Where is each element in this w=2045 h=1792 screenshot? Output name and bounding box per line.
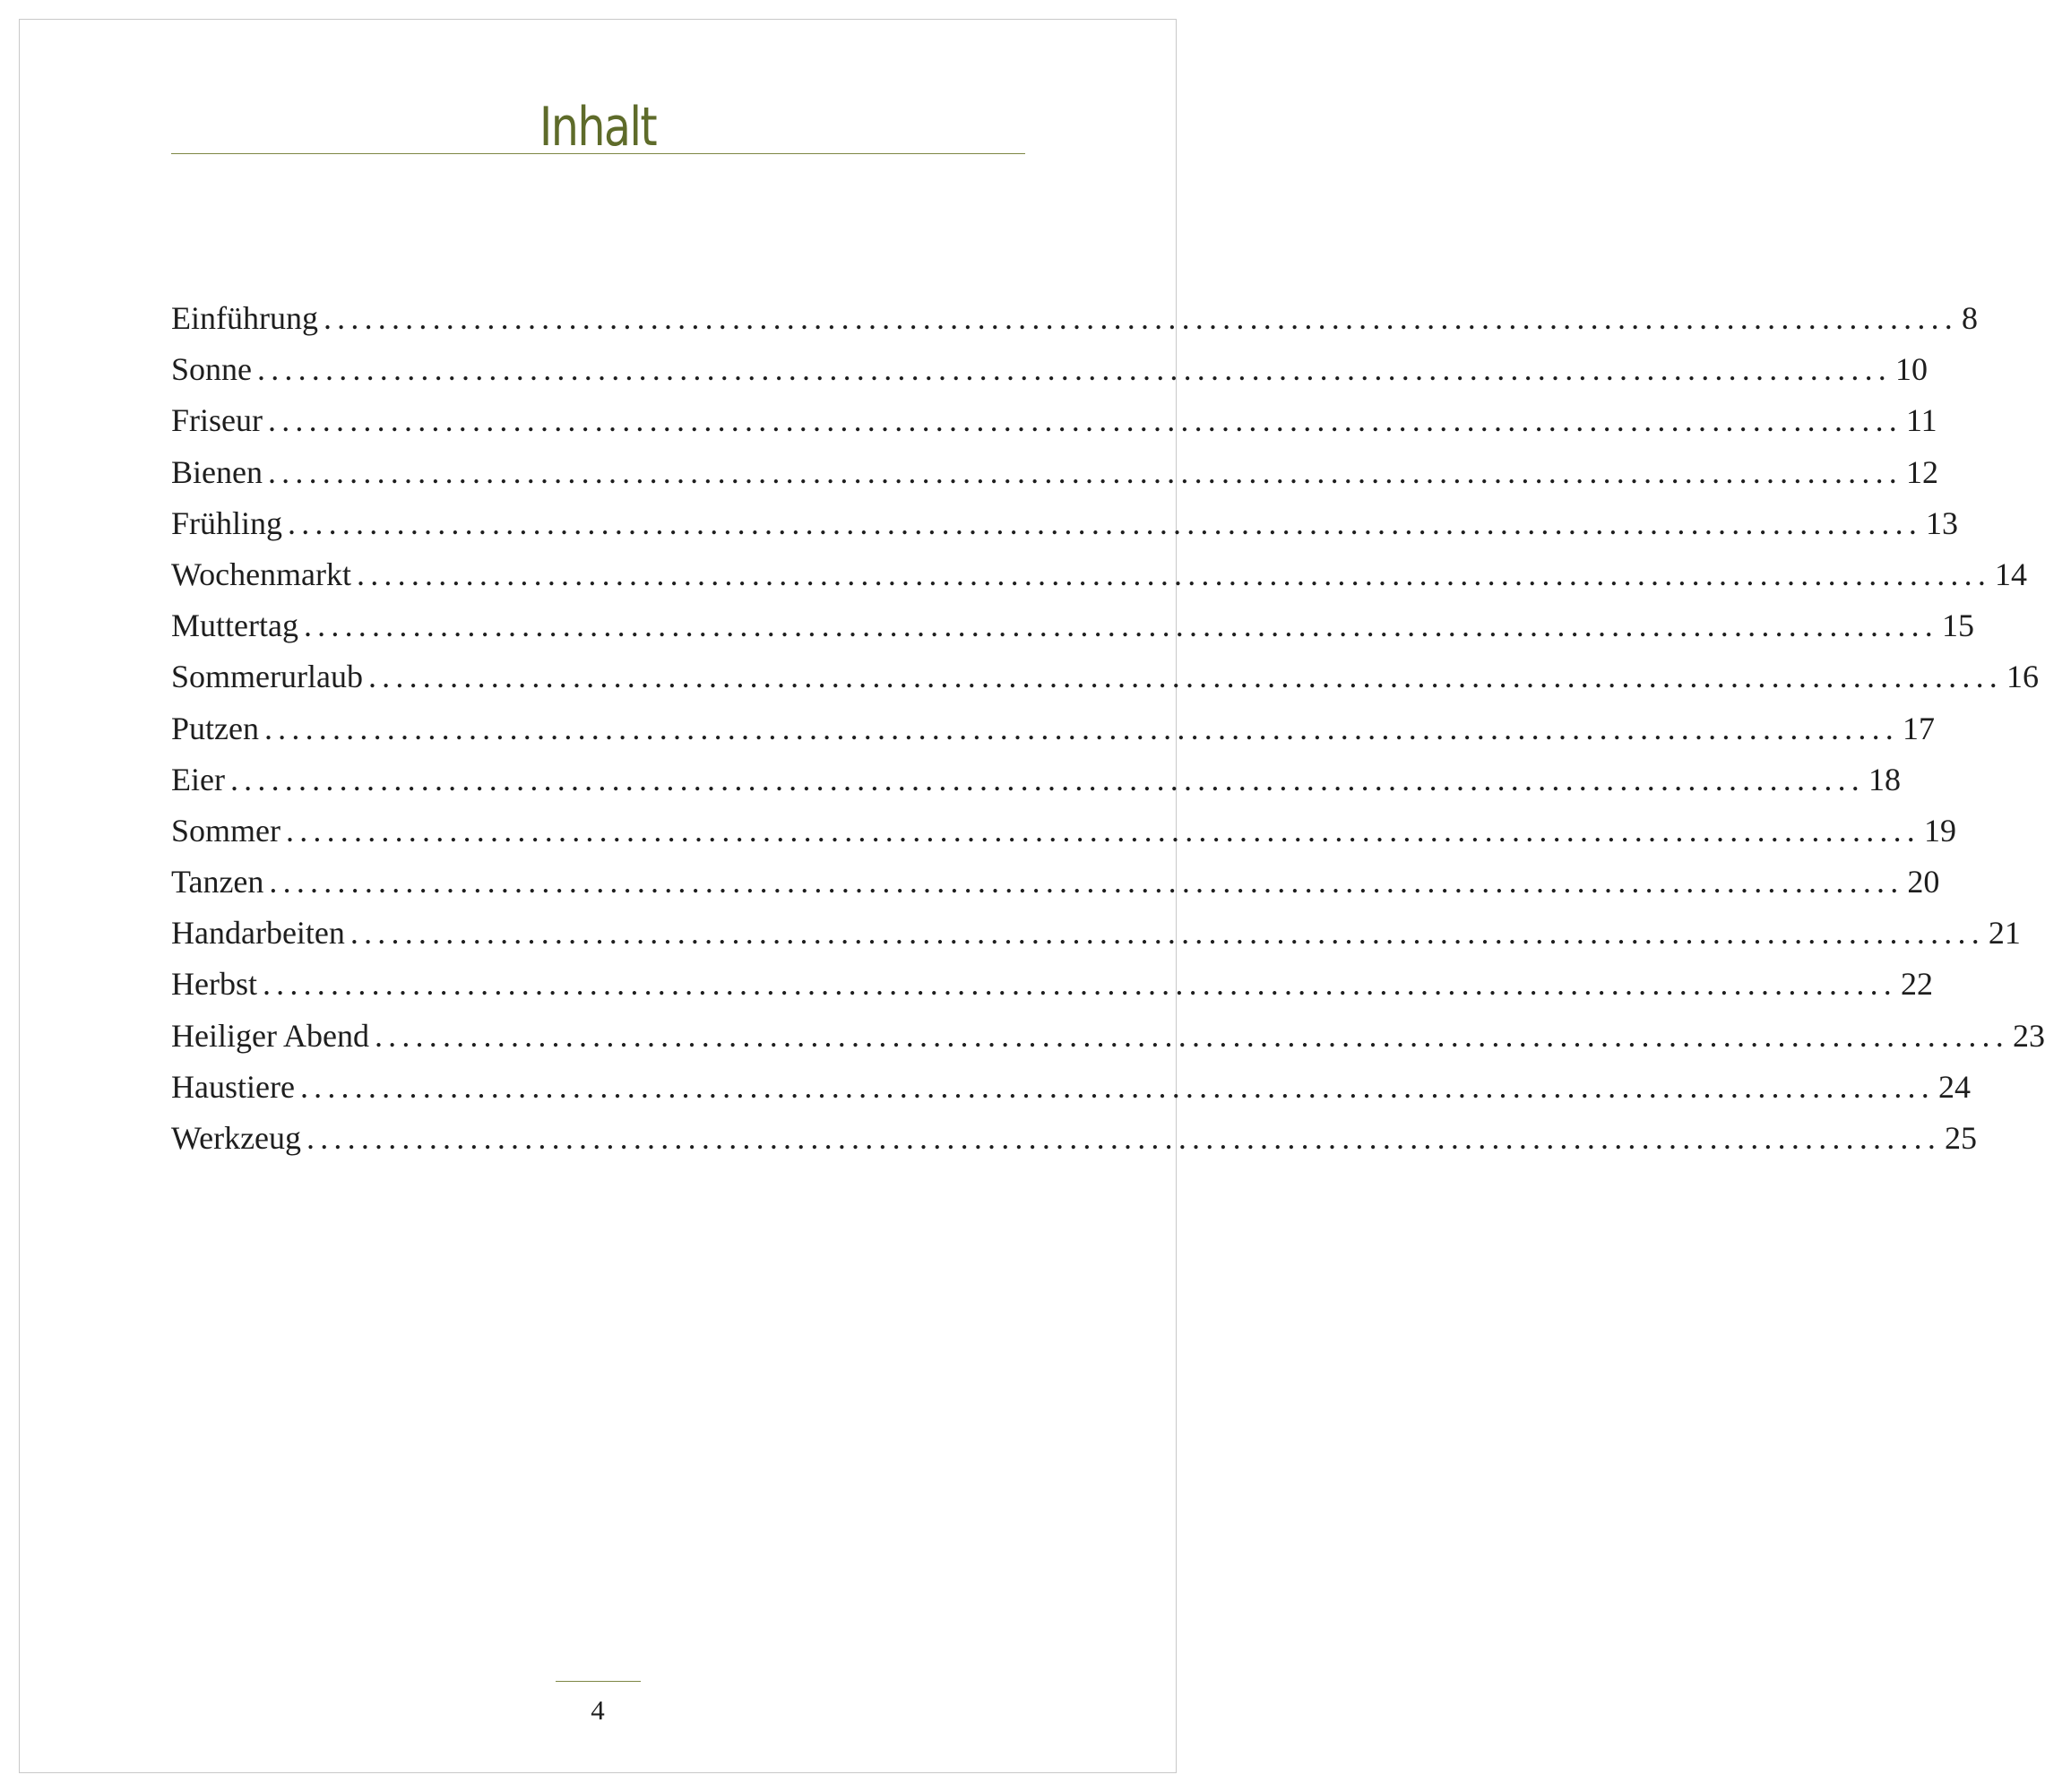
- toc-entry-page: 21: [1988, 915, 2021, 952]
- toc-entry-label: Eier: [171, 761, 225, 797]
- toc-entry-page: 25: [1945, 1120, 1978, 1156]
- toc-entry: [171, 556, 2028, 607]
- toc-entry: [171, 761, 1901, 812]
- dot-leader: ........................................................................................................................: [262, 966, 1897, 1003]
- dot-leader: ........................................................................................................................: [229, 761, 1865, 797]
- toc-entry-page: 19: [1924, 812, 1956, 849]
- dot-leader: ........................................................................................................................: [323, 300, 1958, 336]
- toc-entry-label: Putzen: [171, 710, 259, 746]
- dot-leader: ........................................................................................................................: [299, 1068, 1935, 1105]
- toc-entry-page: 8: [1961, 300, 1978, 336]
- toc-entry-label: Handarbeiten: [171, 915, 345, 952]
- toc-entry: [171, 710, 1935, 761]
- dot-leader: ........................................................................................................................: [263, 710, 1899, 746]
- toc-entry: [171, 812, 1956, 863]
- toc-entry-label: Bienen: [171, 453, 263, 490]
- dot-leader: ........................................................................................................................: [349, 915, 1985, 952]
- dot-leader: ........................................................................................................................: [374, 1017, 2009, 1054]
- toc-entry: [171, 1119, 1978, 1170]
- toc-entry-label: Sommer: [171, 812, 280, 849]
- toc-entry-label: Werkzeug: [171, 1120, 302, 1156]
- toc-entry-label: Heiliger Abend: [171, 1017, 369, 1054]
- toc-entry: [171, 1068, 1971, 1119]
- dot-leader: ........................................................................................................................: [306, 1120, 1942, 1156]
- toc-entry: [171, 401, 1937, 452]
- toc-entry-page: 23: [2012, 1017, 2045, 1054]
- toc-entry-label: Tanzen: [171, 864, 264, 900]
- dot-leader: ........................................................................................................................: [303, 607, 1938, 644]
- toc-entry: [171, 350, 1928, 401]
- toc-entry-page: 18: [1868, 761, 1901, 797]
- toc-entry-page: 15: [1941, 607, 1974, 644]
- toc-entry: [171, 1017, 2045, 1068]
- toc-entry-label: Einführung: [171, 300, 318, 336]
- toc-entry-page: 13: [1926, 504, 1959, 541]
- toc-entry-page: 17: [1902, 710, 1935, 746]
- toc-entry-label: Wochenmarkt: [171, 556, 352, 592]
- page-title: Inhalt: [539, 96, 657, 159]
- toc-entry-label: Sommerurlaub: [171, 659, 363, 695]
- footer-divider: [556, 1681, 641, 1682]
- toc-entry-page: 24: [1937, 1068, 1971, 1105]
- toc-entry-label: Sonne: [171, 351, 252, 388]
- toc-entry-label: Herbst: [171, 966, 257, 1003]
- toc-entry: [171, 607, 1974, 658]
- toc-entry-label: Muttertag: [171, 607, 298, 644]
- toc-entry-page: 12: [1905, 453, 1938, 490]
- page-number: 4: [591, 1694, 605, 1726]
- toc-entry-page: 16: [2006, 659, 2039, 695]
- dot-leader: ........................................................................................................................: [268, 402, 1903, 439]
- toc-entry-label: Haustiere: [171, 1068, 295, 1105]
- toc-entry: [171, 965, 1933, 1016]
- toc-entry-page: 22: [1900, 966, 1933, 1003]
- toc-entry: [171, 299, 1978, 350]
- dot-leader: ........................................................................................................................: [257, 351, 1892, 388]
- dot-leader: ........................................................................................................................: [267, 453, 1903, 490]
- toc-entry-page: 10: [1895, 351, 1928, 388]
- toc-entry-page: 14: [1995, 556, 2028, 592]
- toc-entry: [171, 453, 1938, 504]
- dot-leader: ........................................................................................................................: [269, 864, 1904, 900]
- table-of-contents: [171, 299, 2045, 1170]
- title-divider: [171, 153, 1025, 154]
- toc-entry-page: 11: [1906, 402, 1937, 439]
- toc-entry: [171, 658, 2039, 709]
- toc-entry-page: 20: [1907, 864, 1940, 900]
- toc-entry: [171, 504, 1959, 556]
- toc-entry-label: Friseur: [171, 402, 263, 439]
- dot-leader: ........................................................................................................................: [288, 504, 1923, 541]
- dot-leader: ........................................................................................................................: [367, 659, 2003, 695]
- dot-leader: ........................................................................................................................: [357, 556, 1992, 592]
- dot-leader: ........................................................................................................................: [286, 812, 1920, 849]
- toc-entry: [171, 914, 2021, 965]
- toc-entry: [171, 863, 1940, 914]
- toc-entry-label: Frühling: [171, 504, 283, 541]
